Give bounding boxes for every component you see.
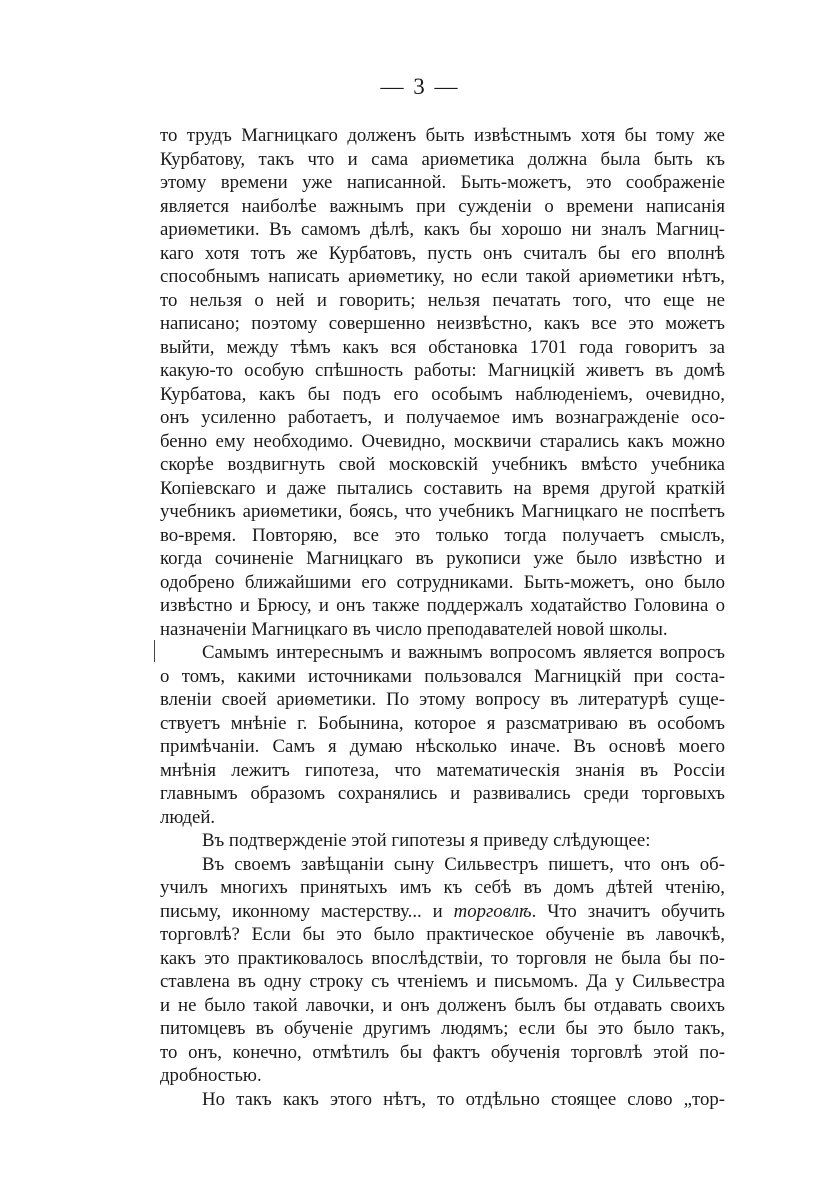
italic-word: торговлѣ	[453, 900, 532, 922]
text-line: Курбатову, такъ что и сама ариѳметика должна была быть къ	[160, 148, 725, 170]
text-line: скорѣе воздвигнуть свой московскій учебникъ вмѣсто учебника	[160, 454, 725, 475]
text-line: написано; поэтому совершенно неизвѣстно, какъ все это можетъ	[160, 313, 725, 334]
text-line-mixed	[160, 900, 725, 924]
text-line: и не было такой лавочки, и онъ долженъ былъ бы отдавать своихъ	[160, 994, 725, 1016]
body-text	[160, 124, 725, 1111]
text-line: этому времени уже написанной. Быть-можетъ, это соображеніе	[160, 172, 725, 193]
text-line: когда сочиненіе Магницкаго въ рукописи уже было извѣстно и	[160, 548, 725, 569]
text-line: одобрено ближайшими его сотрудниками. Быть-можетъ, оно было	[160, 571, 725, 593]
text-line: торговлѣ? Если бы это было практическое обученіе въ лавочкѣ,	[160, 924, 725, 945]
text-line: извѣстно и Брюсу, и онъ также поддержалъ ходатайство Головина о	[160, 595, 725, 616]
text-line: дробностью.	[160, 1065, 262, 1086]
text-line: назначеніи Магницкаго въ число преподавателей новой школы.	[160, 618, 668, 640]
text-line: является наиболѣе важнымъ при сужденіи о времени написанія	[160, 195, 725, 217]
text-line: во-время. Повторяю, все это только тогда получаетъ смыслъ,	[160, 524, 725, 546]
text-line: людей.	[160, 806, 216, 828]
text-line: вленіи своей ариѳметики. По этому вопросу въ литературѣ суще-	[160, 689, 725, 710]
text-line: ствуетъ мнѣніе г. Бобынина, которое я разсматриваю въ особомъ	[160, 712, 725, 734]
text-line: ариѳметики. Въ самомъ дѣлѣ, какъ бы хорошо ни зналъ Магниц-	[160, 219, 725, 240]
text-line: выйти, между тѣмъ какъ вся обстановка 1701 года говоритъ за	[160, 336, 725, 358]
text-segment: письму, иконному мастерству... и	[160, 900, 443, 922]
text-line: ставлена въ одну строку съ чтеніемъ и письмомъ. Да у Сильвестра	[160, 971, 725, 992]
text-line: онъ усиленно работаетъ, и получаемое имъ вознагражденіе осо-	[160, 407, 725, 428]
text-line: какую-то особую спѣшность работы: Магницкій живетъ въ домѣ	[160, 360, 725, 381]
text-line: примѣчаніи. Самъ я думаю нѣсколько иначе. Въ основѣ моего	[160, 736, 725, 757]
text-line: Курбатова, какъ бы подъ его особымъ наблюденіемъ, очевидно,	[160, 383, 725, 405]
page-number: — 3 —	[380, 74, 460, 99]
margin-mark	[154, 640, 155, 662]
text-line: то нельзя о ней и говорить; нельзя печатать того, что еще не	[160, 289, 725, 311]
text-line: мнѣнія лежитъ гипотеза, что математическія знанія въ Россіи	[160, 759, 725, 781]
text-line: каго хотя тотъ же Курбатовъ, пусть онъ считалъ бы его вполнѣ	[160, 242, 725, 264]
text-line: какъ это практиковалось впослѣдствіи, то торговля не была бы по-	[160, 947, 725, 969]
text-line: способнымъ написать ариѳметику, но если такой ариѳметики нѣтъ,	[160, 266, 725, 287]
text-line: Въ подтвержденіе этой гипотезы я приведу слѣдующее:	[202, 830, 651, 851]
text-line: Самымъ интереснымъ и важнымъ вопросомъ является вопросъ	[202, 642, 725, 663]
text-line: то онъ, конечно, отмѣтилъ бы фактъ обученія торговлѣ этой по-	[160, 1041, 725, 1063]
text-segment: . Что значитъ обучить	[531, 900, 725, 922]
text-line: питомцевъ въ обученіе другимъ людямъ; если бы это было такъ,	[160, 1018, 725, 1039]
text-line: Копіевскаго и даже пытались составить на время другой краткій	[160, 477, 725, 499]
text-line: училъ многихъ принятыхъ имъ къ себѣ въ домъ дѣтей чтенію,	[160, 877, 725, 898]
text-line: о томъ, какими источниками пользовался Магницкій при соста-	[160, 665, 725, 687]
text-line: Но такъ какъ этого нѣтъ, то отдѣльно стоящее слово „тор-	[202, 1088, 725, 1110]
text-line: Въ своемъ завѣщаніи сыну Сильвестръ пишетъ, что онъ об-	[202, 853, 725, 875]
text-line: то трудъ Магницкаго долженъ быть извѣстнымъ хотя бы тому же	[160, 125, 725, 146]
text-line: бенно ему необходимо. Очевидно, москвичи старались какъ можно	[160, 430, 725, 452]
text-line: учебникъ ариѳметики, боясь, что учебникъ Магницкаго не поспѣетъ	[160, 501, 725, 522]
text-line: главнымъ образомъ сохранялись и развивались среди торговыхъ	[160, 783, 725, 804]
